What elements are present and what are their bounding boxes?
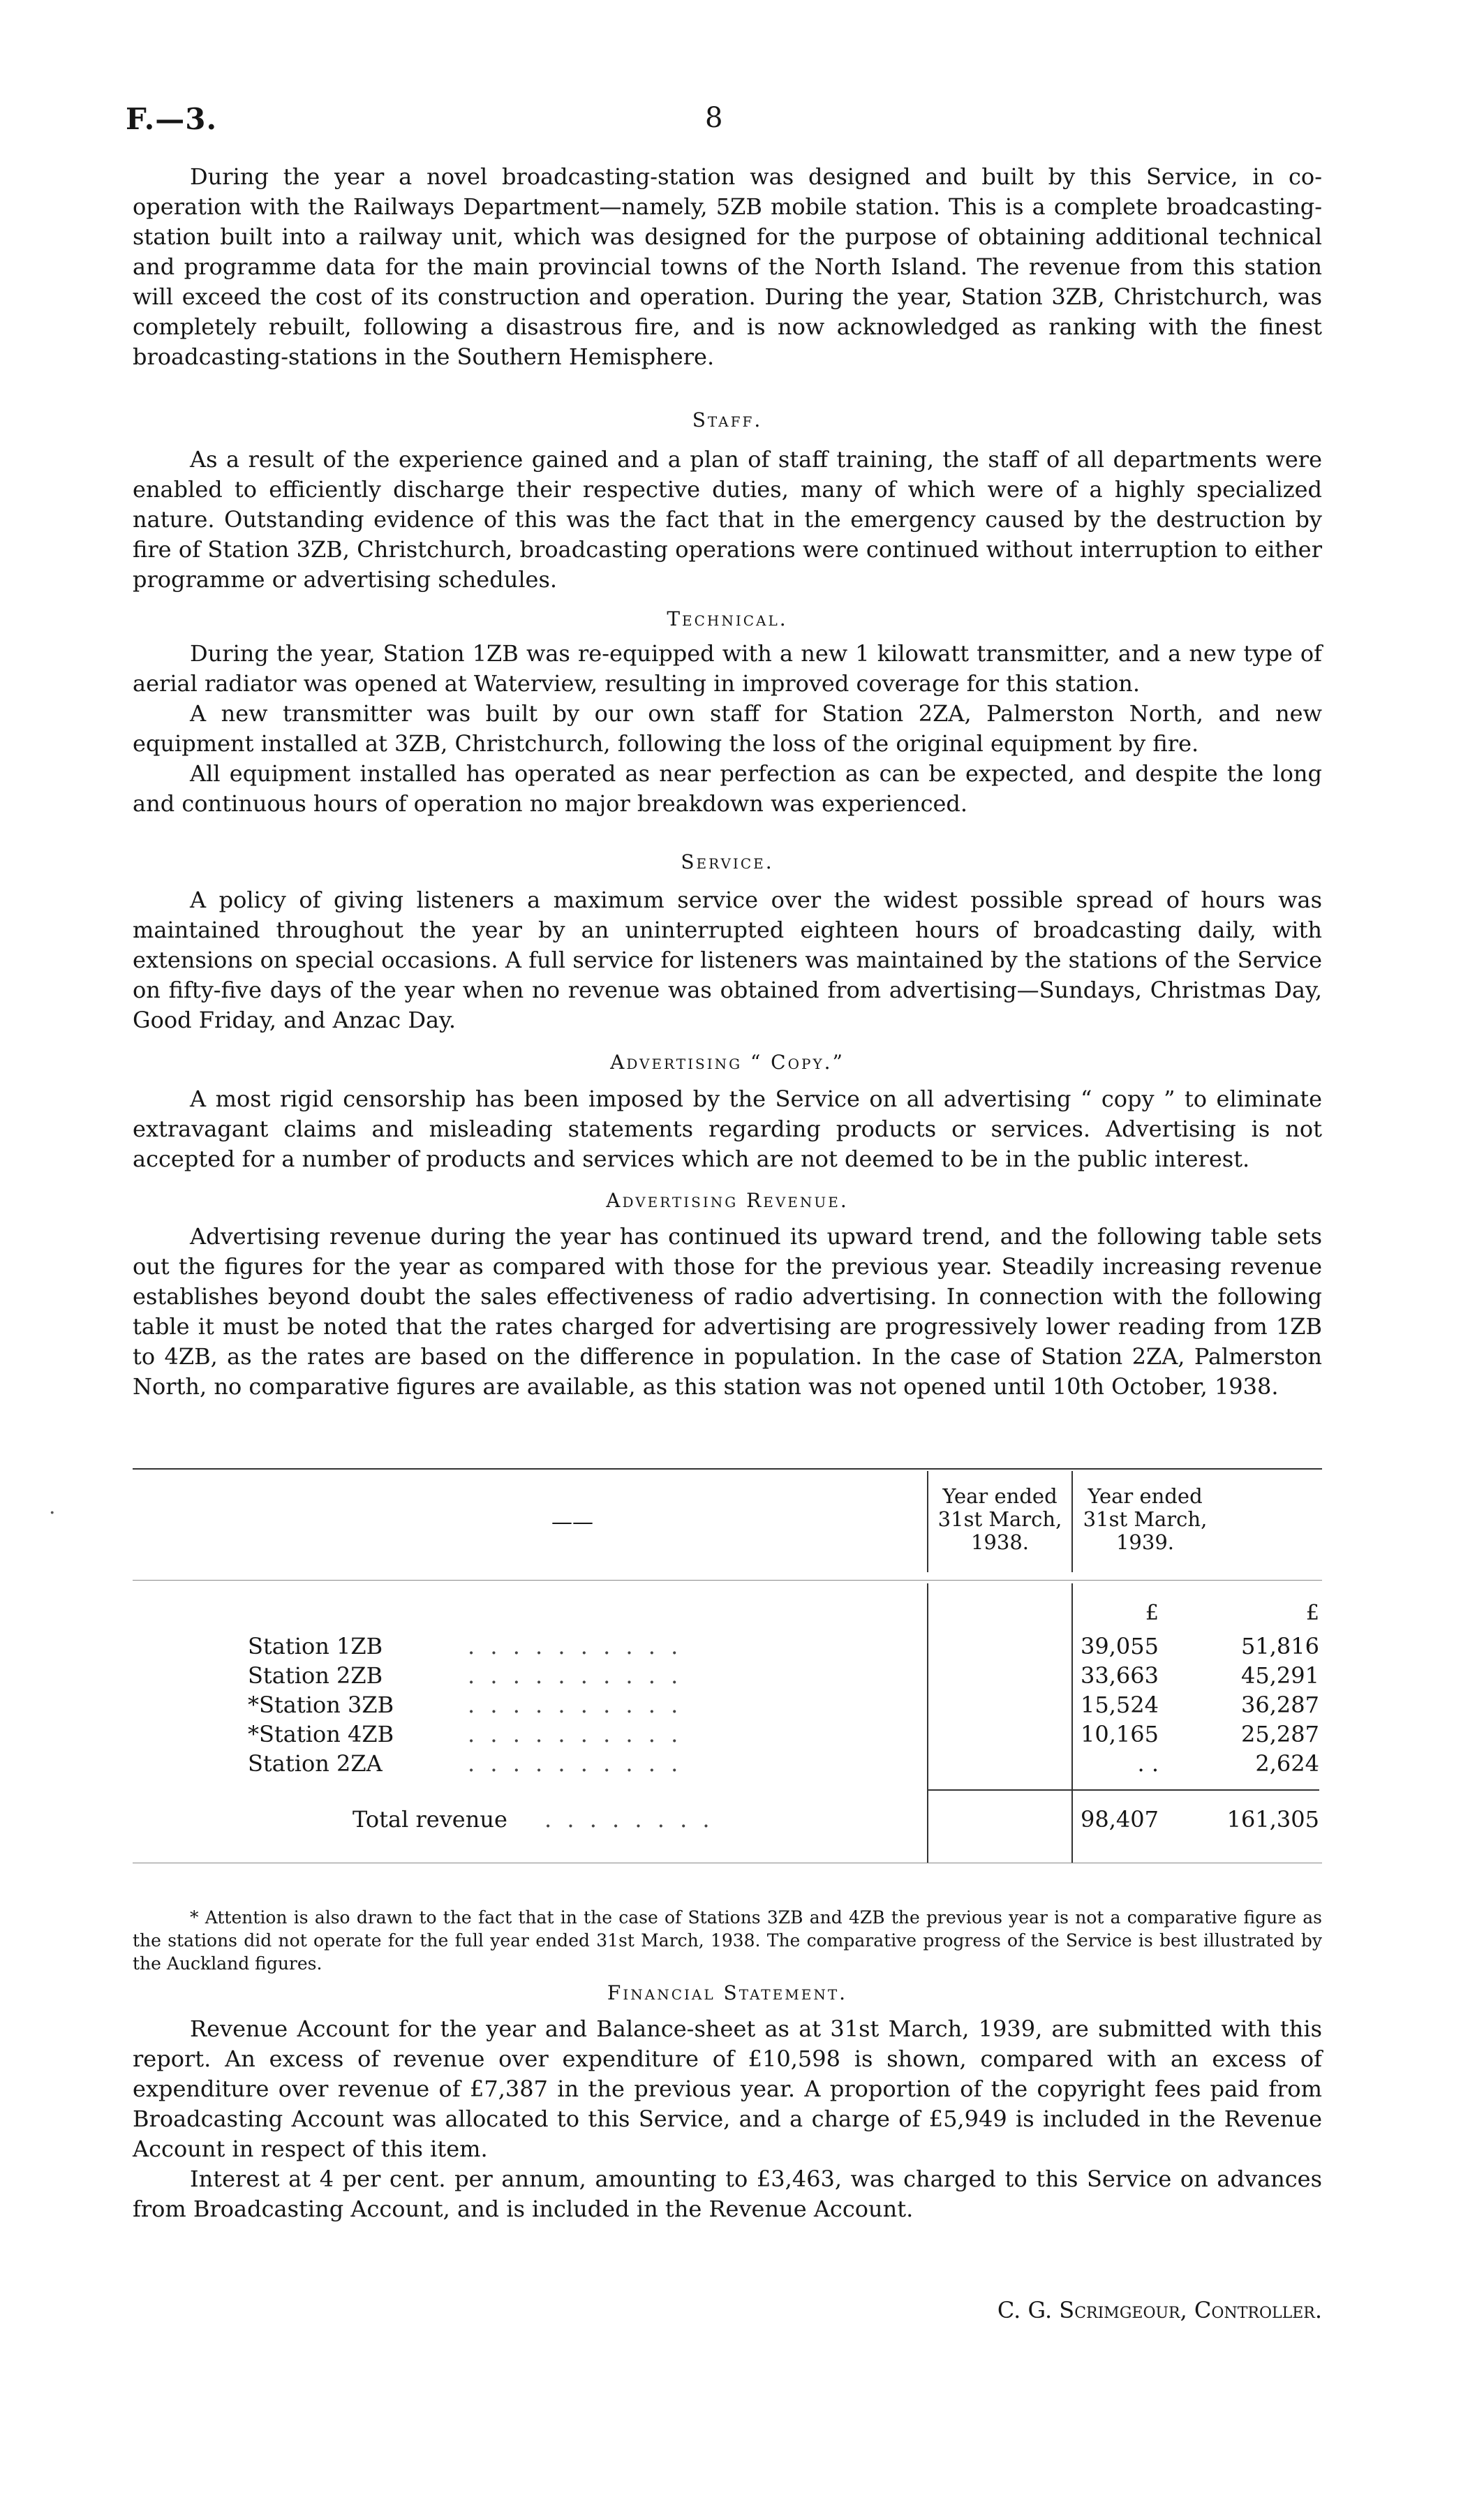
value-1938: 10,165: [1081, 1721, 1159, 1747]
heading-advertising-copy: Advertising “ Copy.”: [610, 1051, 845, 1074]
value-1938: 33,663: [1081, 1662, 1159, 1689]
total-row: [133, 1805, 1322, 1834]
heading-service: Service.: [681, 850, 774, 873]
table-row: [133, 1690, 1322, 1720]
margin-mark: ·: [49, 1501, 56, 1525]
total-rule: [928, 1789, 1319, 1791]
stub-header: ——: [551, 1510, 593, 1534]
leader-dots: . . . . . . . . . .: [468, 1633, 683, 1659]
total-1938: 98,407: [1081, 1806, 1159, 1833]
financial-paragraph-2: Interest at 4 per cent. per annum, amounting to £3,463, was charged to this Service on advances from Broadcasting Account, and is included in the Revenue Account.: [133, 2166, 1322, 2222]
table-row: [133, 1661, 1322, 1690]
table-footnote: * Attention is also drawn to the fact that in the case of Stations 3ZB and 4ZB the previous year is not a comparative figure as the stations did not operate for the full year ended 31st March, 1938. The comparative progress of the Service is best illustrated by the Auckland figures.: [133, 1907, 1322, 1974]
leader-dots: . . . . . . . . . .: [468, 1721, 683, 1747]
staff-paragraph: As a result of the experience gained and a plan of staff training, the staff of all departments were enabled to efficiently discharge their respective duties, many of which were of a highly specialized nature. Outstanding evidence of this was the fact that in the emergency caused by the destruction by fire of Station 3ZB, Christchurch, broadcasting operations were continued without interruption to either programme or advertising schedules.: [133, 446, 1322, 593]
technical-paragraph-2: A new transmitter was built by our own staff for Station 2ZA, Palmerston North, and new equipment installed at 3ZB, Christchurch, following the loss of the original equipment by fire.: [133, 700, 1322, 757]
value-1938: 39,055: [1081, 1633, 1159, 1659]
revenue-table: [133, 1468, 1322, 1887]
value-1938: . .: [1137, 1750, 1159, 1777]
table-top-rule: [133, 1468, 1322, 1470]
financial-paragraph-1: Revenue Account for the year and Balance-sheet as at 31st March, 1939, are submitted with this report. An excess of revenue over expenditure of £10,598 is shown, compared with an excess of expenditure over revenue of £7,387 in the previous year. A proportion of the copyright fees paid from Broadcasting Account was allocated to this Service, and a charge of £5,949 is included in the Revenue Account in respect of this item.: [133, 2016, 1322, 2162]
header-rule: [133, 1580, 1322, 1581]
advertising-revenue-paragraph: Advertising revenue during the year has continued its upward trend, and the following table sets out the figures for the year as compared with those for the previous year. Steadily increasing revenue establishes beyond doubt the sales effectiveness of radio advertising. In connection with the following table it must be noted that the rates charged for advertising are progressively lower reading from 1ZB to 4ZB, as the rates are based on the difference in population. In the case of Station 2ZA, Palmerston North, no comparative figures are available, as this station was not opened until 10th October, 1938.: [133, 1223, 1322, 1400]
value-1939: 45,291: [1241, 1662, 1319, 1689]
column-header-1938: Year ended 31st March, 1938.: [937, 1484, 1062, 1554]
signature: C. G. Scrimgeour, Controller.: [997, 2297, 1322, 2323]
pound-sign-1938: £: [1145, 1601, 1159, 1625]
value-1939: 36,287: [1241, 1692, 1319, 1718]
leader-dots: . . . . . . . . . .: [468, 1692, 683, 1718]
column-header-1939: Year ended 31st March, 1939.: [1083, 1484, 1208, 1554]
heading-technical: Technical.: [667, 607, 788, 630]
intro-paragraph: During the year a novel broadcasting-station was designed and built by this Service, in co-operation with the Railways Department—namely, 5ZB mobile station. This is a complete broadcasting-station built into a railway unit, which was designed for the purpose of obtaining additional technical and programme data for the main provincial towns of the North Island. The revenue from this station will exceed the cost of its construction and operation. During the year, Station 3ZB, Christchurch, was completely rebuilt, following a disastrous fire, and is now acknowledged as ranking with the finest broadcasting-stations in the Southern Hemisphere.: [133, 163, 1322, 370]
technical-paragraph-3: All equipment installed has operated as near perfection as can be expected, and despite the long and continuous hours of operation no major breakdown was experienced.: [133, 760, 1322, 817]
total-label: Total revenue: [353, 1806, 507, 1833]
leader-dots: . . . . . . . .: [544, 1806, 714, 1833]
leader-dots: . . . . . . . . . .: [468, 1662, 683, 1689]
row-label: *Station 3ZB: [248, 1692, 394, 1718]
table-row: [133, 1720, 1322, 1749]
table-row: [133, 1749, 1322, 1778]
heading-advertising-revenue: Advertising Revenue.: [606, 1189, 849, 1212]
value-1939: 51,816: [1241, 1633, 1319, 1659]
row-label: Station 2ZB: [248, 1662, 383, 1689]
value-1939: 25,287: [1241, 1721, 1319, 1747]
row-label: *Station 4ZB: [248, 1721, 394, 1747]
pound-sign-1939: £: [1305, 1601, 1319, 1625]
paper-reference: F.—3.: [126, 102, 218, 136]
technical-paragraph-1: During the year, Station 1ZB was re-equipped with a new 1 kilowatt transmitter, and a new type of aerial radiator was opened at Waterview, resulting in improved coverage for this station.: [133, 640, 1322, 697]
table-vertical-rule-right: [1071, 1471, 1073, 1572]
total-1939: 161,305: [1226, 1806, 1319, 1833]
page-number: 8: [705, 102, 723, 134]
row-label: Station 1ZB: [248, 1633, 383, 1659]
service-paragraph: A policy of giving listeners a maximum service over the widest possible spread of hours was maintained throughout the year by an uninterrupted eighteen hours of broadcasting daily, with extensions on special occasions. A full service for listeners was maintained by the stations of the Service on fifty-five days of the year when no revenue was obtained from advertising—Sundays, Christmas Day, Good Friday, and Anzac Day.: [133, 887, 1322, 1033]
heading-financial-statement: Financial Statement.: [607, 1981, 848, 2004]
table-vertical-rule-left: [927, 1471, 928, 1572]
row-label: Station 2ZA: [248, 1750, 383, 1777]
heading-staff: Staff.: [692, 408, 763, 431]
leader-dots: . . . . . . . . . .: [468, 1750, 683, 1777]
table-row: [133, 1632, 1322, 1661]
advertising-copy-paragraph: A most rigid censorship has been imposed by the Service on all advertising “ copy ” to eliminate extravagant claims and misleading statements regarding products or services. Advertising is not accepted for a number of products and services which are not deemed to be in the public interest.: [133, 1086, 1322, 1172]
value-1939: 2,624: [1255, 1750, 1319, 1777]
value-1938: 15,524: [1081, 1692, 1159, 1718]
